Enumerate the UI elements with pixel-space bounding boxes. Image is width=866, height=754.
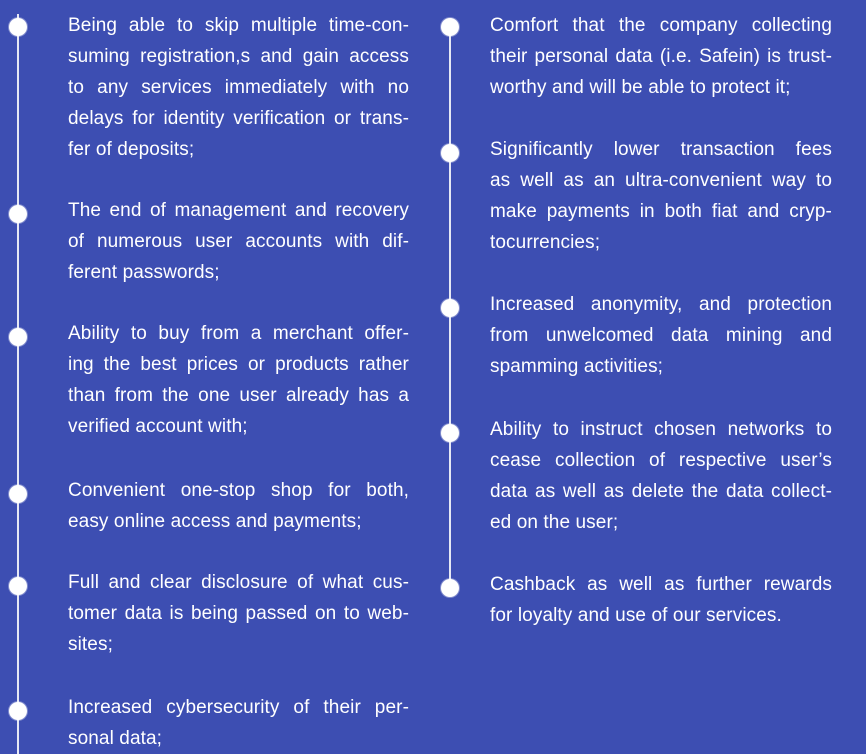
left-benefits-column <box>0 0 430 754</box>
benefit-line: their personal data (i.e. Safein) is trust- <box>490 46 832 67</box>
bullet-dot-icon <box>441 299 459 317</box>
benefit-line: sites; <box>68 634 113 655</box>
benefit-line: Increased cybersecurity of their per- <box>68 697 409 718</box>
benefit-line: ed on the user; <box>490 512 619 533</box>
benefit-line: Comfort that the company collecting <box>490 15 832 36</box>
bullet-dot-icon <box>9 205 27 223</box>
benefit-text <box>490 414 832 538</box>
benefit-line: than from the one user already has a <box>68 385 409 406</box>
benefit-line: Increased anonymity, and protection <box>490 294 832 315</box>
benefit-line: spamming activities; <box>490 356 664 377</box>
benefit-line: Being able to skip multiple time-con- <box>68 15 409 36</box>
bullet-dot-icon <box>441 424 459 442</box>
benefit-line: verified account with; <box>68 416 248 437</box>
benefit-line: fer of deposits; <box>68 139 195 160</box>
benefit-line: Convenient one-stop shop for both, <box>68 480 409 501</box>
benefit-text <box>490 569 832 631</box>
bullet-dot-icon <box>9 702 27 720</box>
bullet-dot-icon <box>9 577 27 595</box>
bullet-dot-icon <box>9 485 27 503</box>
benefit-line: as well as an ultra-convenient way to <box>490 170 832 191</box>
bullet-dot-icon <box>441 144 459 162</box>
benefit-line: suming registration,s and gain access <box>68 46 409 67</box>
benefit-line: tocurrencies; <box>490 232 601 253</box>
benefit-line: make payments in both fiat and cryp- <box>490 201 832 222</box>
benefit-text <box>490 10 832 103</box>
benefit-line: tomer data is being passed on to web- <box>68 603 409 624</box>
benefit-line: Full and clear disclosure of what cus- <box>68 572 409 593</box>
benefit-line: data as well as delete the data collect- <box>490 481 832 502</box>
left-timeline-line <box>17 14 19 754</box>
benefit-line: The end of management and recovery <box>68 200 409 221</box>
bullet-dot-icon <box>9 18 27 36</box>
benefit-line: ferent passwords; <box>68 262 220 283</box>
benefit-line: cease collection of respective user’s <box>490 450 832 471</box>
benefit-text <box>68 692 409 754</box>
benefit-text <box>68 475 409 537</box>
benefit-line: Significantly lower transaction fees <box>490 139 832 160</box>
benefit-line: delays for identity verification or trans- <box>68 108 409 129</box>
benefit-line: worthy and will be able to protect it; <box>490 77 791 98</box>
benefit-text <box>490 134 832 258</box>
benefit-line: Ability to buy from a merchant offer- <box>68 323 409 344</box>
benefit-line: of numerous user accounts with dif- <box>68 231 409 252</box>
benefit-text <box>68 10 409 165</box>
benefit-line: Ability to instruct chosen networks to <box>490 419 832 440</box>
benefit-line: easy online access and payments; <box>68 511 362 532</box>
benefit-line: for loyalty and use of our services. <box>490 605 782 626</box>
benefit-text <box>68 318 409 442</box>
bullet-dot-icon <box>441 18 459 36</box>
benefit-text <box>68 567 409 660</box>
right-benefits-column <box>430 0 866 754</box>
bullet-dot-icon <box>9 328 27 346</box>
benefit-line: to any services immediately with no <box>68 77 409 98</box>
benefit-text <box>68 195 409 288</box>
benefit-line: ing the best prices or products rather <box>68 354 409 375</box>
benefit-text <box>490 289 832 382</box>
benefit-line: from unwelcomed data mining and <box>490 325 832 346</box>
benefit-line: Cashback as well as further rewards <box>490 574 832 595</box>
benefit-line: sonal data; <box>68 728 163 749</box>
bullet-dot-icon <box>441 579 459 597</box>
